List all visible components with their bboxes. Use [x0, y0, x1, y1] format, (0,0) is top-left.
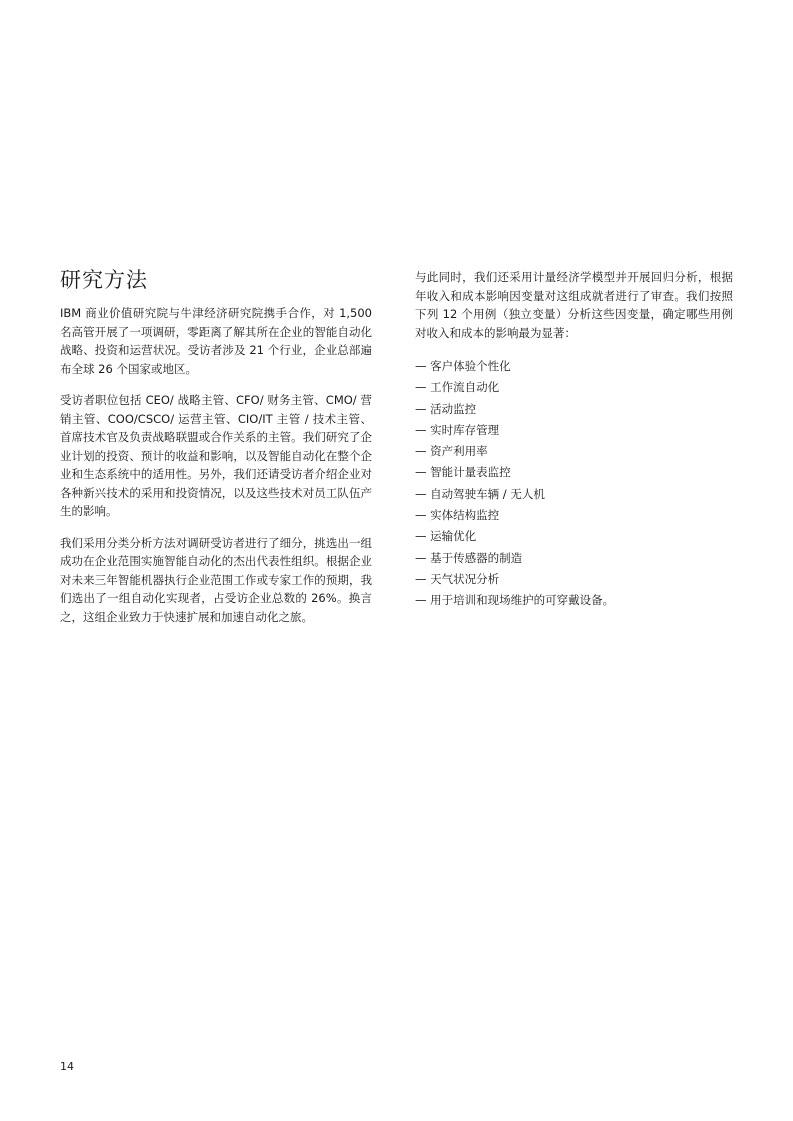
left-column: [60, 266, 372, 639]
methodology-paragraph-1: IBM 商业价值研究院与牛津经济研究院携手合作，对 1,500 名高管开展了一项调研，零距离了解其所在企业的智能自动化战略、投资和运营状况。受访者涉及 21 个行业，企业总部遍布全球 26 个国家或地区。: [60, 306, 372, 376]
right-column: [415, 268, 733, 612]
list-item: — 工作流自动化: [415, 380, 500, 395]
list-item: — 基于传感器的制造: [415, 550, 523, 565]
list-item: — 用于培训和现场维护的可穿戴设备。: [415, 593, 615, 608]
list-item: — 实体结构监控: [415, 508, 500, 523]
list-item: — 资产利用率: [415, 444, 488, 459]
list-item: — 实时库存管理: [415, 422, 500, 437]
list-item: — 活动监控: [415, 401, 477, 416]
section-title: 研究方法: [60, 268, 148, 292]
use-case-list: [415, 356, 733, 612]
regression-intro-paragraph: 与此同时，我们还采用计量经济学模型并开展回归分析，根据年收入和成本影响因变量对这组成就者进行了审查。我们按照下列 12 个用例（独立变量）分析这些因变量，确定哪些用例对收入和成本的影响最为显著：: [415, 270, 733, 340]
list-item: — 客户体验个性化: [415, 359, 511, 373]
page-number: 14: [60, 1060, 74, 1073]
methodology-paragraph-2: 受访者职位包括 CEO/ 战略主管、CFO/ 财务主管、CMO/ 营销主管、COO/CSCO/ 运营主管、CIO/IT 主管 / 技术主管、首席技术官及负责战略联盟或合作关系的主管。我们研究了企业计划的投资、预计的收益和影响，以及智能自动化在整个企业和生态系统中的适用性。另外，我们还请受访者介绍企业对各种新兴技术的采用和投资情况，以及这些技术对员工队伍产生的影响。: [60, 393, 372, 518]
list-item: — 自动驾驶车辆 / 无人机: [415, 486, 545, 501]
list-item: — 运输优化: [415, 529, 477, 544]
methodology-paragraph-3: 我们采用分类分析方法对调研受访者进行了细分，挑选出一组成功在企业范围实施智能自动化的杰出代表性组织。根据企业对未来三年智能机器执行企业范围工作或专家工作的预期，我们选出了一组自动化实现者，占受访企业总数的 26%。换言之，这组企业致力于快速扩展和加速自动化之旅。: [60, 535, 372, 624]
list-item: — 智能计量表监控: [415, 465, 511, 480]
list-item: — 天气状况分析: [415, 571, 500, 586]
